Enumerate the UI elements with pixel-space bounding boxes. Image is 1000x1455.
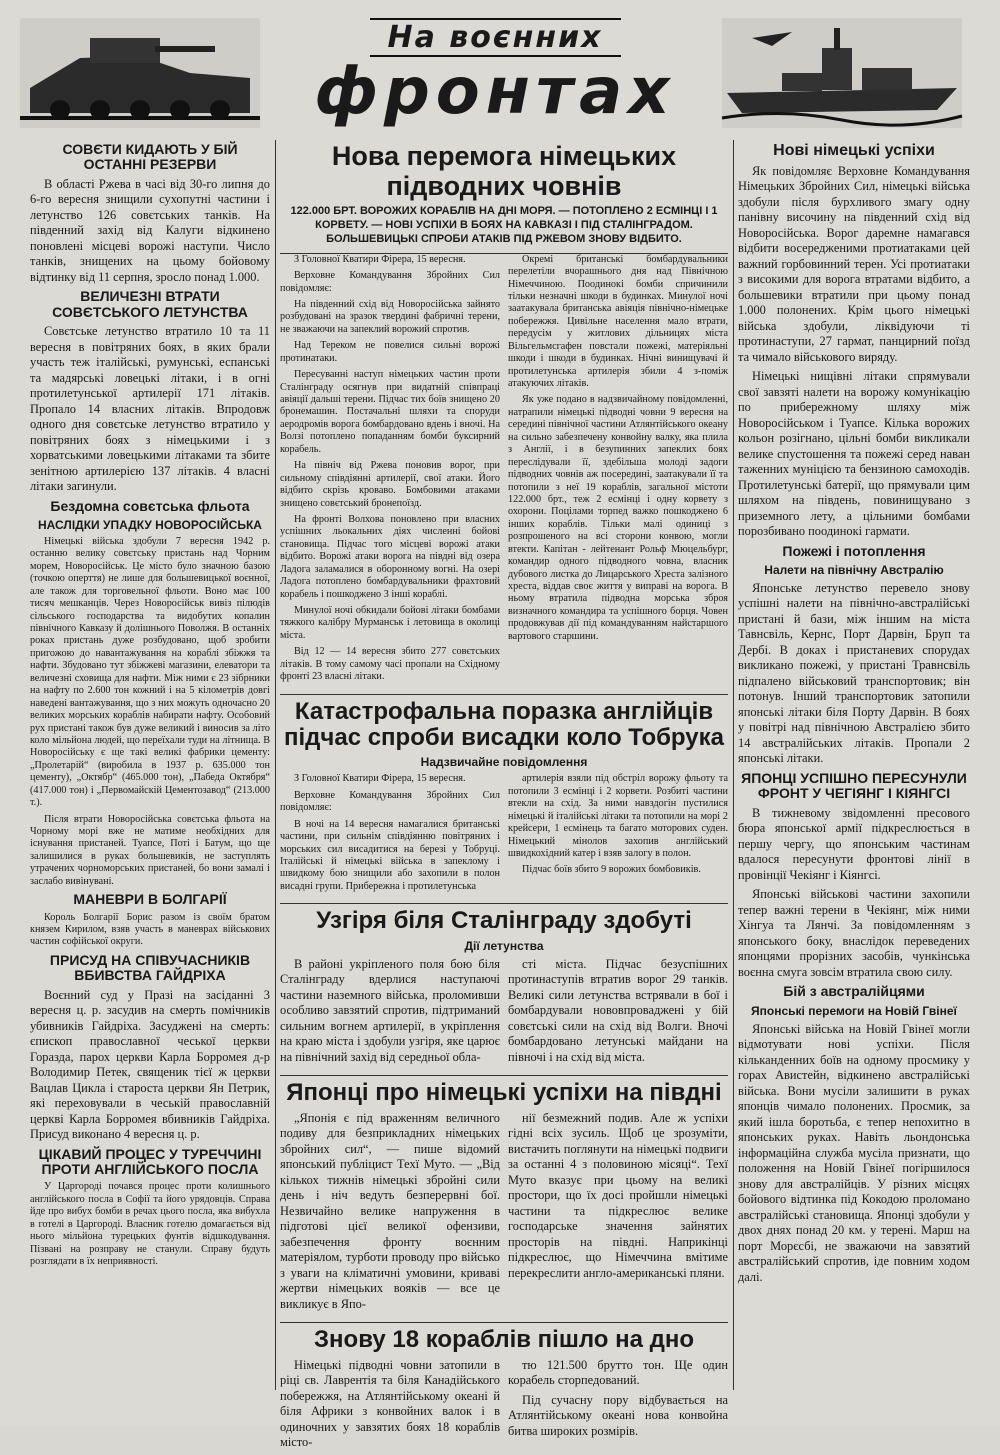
tobruk-headline: Катастрофальна поразка англійців підчас спроби висадки коло Тобрука — [284, 697, 724, 752]
article-text: На південний схід від Новоросійська зайнято розбудовані на зразок твердині фабричні терени, не зважаючи на запеклий ворожий спротив. — [280, 298, 500, 335]
article-text: З Головної Кватири Фірера, 15 вересня. — [294, 773, 466, 785]
stalingrad-subtitle: Дії летунства — [464, 938, 544, 953]
column-rule — [733, 140, 734, 1390]
masthead-line2: фронтах — [314, 55, 676, 129]
article-title: Бій з австралійцями — [783, 983, 925, 1000]
article-text: Японське летунство перевело знову успішні налети на північно-австралійські пристані й бази, між іншим на міста Тавнсвіль, Кернс, Порт Дарвін, Бруп та Дербі. В доках і пристаневих спорудах викликано пожежі, у пристані Травнсвіль підпалено військовий транспортовик; він потонув. Інший транспортовик затопили японські літаки біля Порту Дарвін. В боях у повітрі над північною Австралією збито 14 австралійських літаків. Пропали 2 японські літаки. — [738, 580, 970, 766]
article-title: СОВЄТИ КИДАЮТЬ У БІЙ ОСТАННІ РЕЗЕРВИ — [62, 141, 238, 173]
article-text: Над Тереком не повелися сильні ворожі протинатаки. — [280, 340, 500, 364]
column-rule — [275, 140, 276, 1390]
article-text: Під сучасну пору відбувається на Атлянтійському океані нова конвойна битва широких розмірів. — [508, 1392, 728, 1438]
masthead — [0, 0, 1000, 130]
article-text: На північ від Ржева поновив ворог, при сильному співдіянні артилерії, свої атаки. Його відбито скрізь кроваво. Бомбовими атаками знищено совєтський бронепоїзд. — [280, 460, 500, 509]
article-text: Король Болгарії Борис разом із своїм братом князем Кирилом, взяв участь в маневрах військових частин софійської округи. — [30, 911, 270, 948]
masthead-title — [260, 10, 730, 128]
article-text: Німецькі підводні човни затопили в ріці св. Лаврентія та біля Канадійського побережжя, на Атлянтійському океані й біля Африки з конвойних валок і в одиночних у завзятих боях 18 кораблів місто- — [280, 1357, 500, 1450]
article-subtitle: НАСЛІДКИ УПАДКУ НОВОРОСІЙСЬКА — [38, 517, 262, 532]
japan-headline: Японці про німецькі успіхи на півдні — [286, 1079, 722, 1107]
right-column — [738, 138, 970, 1398]
tobruk-subtitle: Надзвичайне повідомлення — [420, 755, 588, 770]
article-text: Окремі британські бомбардувальники перелетіли вчорашнього дня над Північною Німеччиною. Поодинокі бомби спричинили тільки незначні шкоди в будинках. Минулої ночі заатакувала британська авіяція північно-німецьке побережжя. Цивільне населення мало втрати, передусім у житлових дільницях міста Вільгельмсгафен повстали пожежі, матеріяльні шкоди і шкоди в будинках. Нічні винищувачі й протилетунська артилерія збили 4 з-поміж атакуючих літаків. — [508, 253, 728, 389]
masthead-line1: На воєнних — [370, 18, 621, 57]
article-text: Підчас боїв збито 9 ворожих бомбовиків. — [522, 864, 701, 876]
article-text: Верховне Командування Збройних Сил повідомляє: — [280, 270, 500, 294]
main-article — [280, 253, 728, 688]
main-lead: 122.000 БРТ. ВОРОЖИХ КОРАБЛІВ НА ДНІ МОРЯ. — ПОТОПЛЕНО 2 ЕСМІНЦІ І 1 КОРВЕТУ. — НОВІ УСПІХИ В БОЯХ НА КАВКАЗІ І ПІД СТАЛІНГРАДОМ. БОЛЬШЕВИЦЬКІ СПРОБИ АТАКІВ ПІД РЖЕВОМ ЗНОВУ ВІДБИТО. — [290, 205, 718, 245]
article-text: З Головної Кватири Фірера, 15 вересня. — [294, 253, 466, 265]
article-text: У Царгороді почався процес проти колишнього англійського посла в Софії та його урядовців. Справа йде про вибух бомби в речах цього посла, яка вибухла в готелі в Царгороді. Власник готелю домагається від нього мільйона турецьких фунтів відшкодування. Пізвані на розправу не станули. Справу будуть розглядати в їх неприявності. — [30, 1181, 270, 1268]
article-text: Минулої ночі обкидали бойові літаки бомбами тяжкого калібру Мурманськ і летовища в околиці міста. — [280, 605, 500, 641]
article-text: В районі укріпленого поля бою біля Сталінграду вдерлися наступаючі частини наземного війська, проломивши особливо завзятий спротив, підтриманий сильним вогнем артилерії, в укріплення на краю міста і здобули узгіря, яке царює на північний захід від середньої обла- — [280, 956, 500, 1064]
tanks-illustration — [20, 18, 260, 128]
article-text: Як повідомляє Верховне Командування Німецьких Збройних Сил, німецькі війська здобули після бурхливого змагу одну панівну височину на південний схід від Новоросійська. Ворог даремне намагався відбити восередженими протиатаками цей важний горбовинний терен. Усі протиатаки з високими для ворога втратами відбито, а большевики втратили при цьому понад 1.000 полонених. Крім цього німецькі війська здобули, ліквідуючи ті протинаступи, 27 гармат, панцирний поїзд та чимало військового виряду. — [738, 163, 970, 364]
article-text: Воєнний суд у Празі на засіданні 3 вересня ц. р. засудив на смерть помічників убивників Гайдріха. Засуджені на смерть: єпископ православної чеської церкви Горазда, парох церкви Карла Борромея д-р Володимир Петек, священик тієї ж церкви Вацлав Цикла і староста церкви Ян Петрик, які переховували в чеській православній церкві Карла Борромея вбивників Гайдріха. Присуд виконано 4 вересня ц. р. — [30, 987, 270, 1142]
ships-article — [280, 1358, 728, 1455]
article-title: Пожежі і потоплення — [782, 542, 926, 559]
article-text: В області Ржева в часі від 30-го липня до 6-го вересня знищили сухопутні частини і летунство 126 совєтських танків. На південний захід від Калуги відкинено поновлені місцеві ворожі наступи. Число танків, знищених на цьому бойовому відтинку від 11 серпня, зросло понад 1.000. — [30, 176, 270, 284]
article-text: тю 121.500 брутто тон. Ще один корабель сторпедований. — [508, 1357, 728, 1388]
article-text: На фронті Волхова поновлено при власних успішних льокальних діях численні бойові становища. Підчас того місцеві ворожі атаки відбито. Ворожі атаки ворога на півдні від озера Ладога заламалися в оборонному вогні. На озері Ладога потоплено бомбардувальники фрахтовий корабель і пошкоджено 3 інші кораблі. — [280, 513, 500, 600]
stalingrad-article — [280, 957, 728, 1070]
article-text: Верховне Командування Збройних Сил повідомляє: — [280, 789, 500, 814]
article-text: Німецькі нищівні літаки спрямували свої завзяті налети на ворожу комунікацію по прибережному шляху між Новоросійськом і Туапсе. Кілька ворожих кольон розігнано, цільні бомби викликали велике спустошення та пожежі серед наван таженних муніцією та бензиною самоходів. Протилетунські батерії, що прямували цим шляхом на південь, повинищувано з приземного лету, а цільними бомбами порозбивано поодинокі гармати. — [738, 369, 970, 539]
article-text: В тижневому звідомленні пресового бюра японської армії підкреслюється в першу чергу, що японським частинам вдалося пересунути фронтові лінії в провінції Чекіянг і Кіянгсі. — [738, 805, 970, 882]
article-text: Як уже подано в надзвичайному повідомленні, натрапили німецькі підводні човни 9 вересня на середині північної частини Атлянтійського океану на сильно забезпечену конвойну валку, яка плила з Англії, і в безупинних запеклих боях переслідували її, здебільша молоді задоги підводних човнів аж посередині, заатакували її та потопили з неї 19 кораблів, загальної містоти 122.000 брт., теж 2 есмінці і одну корвету з охорони. Поцілами торпед важко пошкоджено 6 інших кораблів. Тільки малі одиниці з розпрошеного на всі сторони конвою, могли втекти. Капітан - лейтенант Рольф Мюцельбург, командир одного підводного човна, власник дубового листка до Лицарського Хреста залізного хреста, віддав своє життя у виправі на ворога. В ньому втратила підводна морська зброя визначного командира та успішного борця. Човен продовжував дії під командуванням найстаршого вартового старшини. — [508, 394, 728, 642]
warship-illustration — [722, 18, 962, 128]
article-text: Після втрати Новоросійська совєтська фльота на Чорному морі вже не матиме необхідних для існування пристаней. Туапсе, Поті і Батум, що ще залишилися в руках большевиків, не заступлять утрачених чорноморських пристаней, бо вони замалі і заслабо вивінувані. — [30, 813, 270, 887]
article-title: Нові німецькі успіхи — [773, 142, 935, 159]
article-title: ЦІКАВИЙ ПРОЦЕС У ТУРЕЧЧИНІ ПРОТИ АНГЛІЙСЬКОГО ПОСЛА — [38, 1145, 262, 1178]
article-title: ПРИСУД НА СПІВУЧАСНИКІВ ВБИВСТВА ГАЙДРІХА — [49, 951, 251, 984]
middle-column — [280, 138, 728, 1450]
article-text: В ночі на 14 вересня намагалися британські частини, при сильнім співдіянню повітряних і морських сил висадитися на березі у Тобруці. Італійські й німецькі війська в запеклому і швидкому бою знищили або захопили в полон висадні групи. Прибережна і протилетунська — [280, 818, 500, 892]
main-headline: Нова перемога німецьких підводних човнів — [331, 141, 677, 201]
article-text: „Японія є під враженням величного подиву для безприкладних німецьких збройних сил“, — пише відомий японський публіцист Техї Муто. — „Від кількох тижнів німецькі збройні сили день і ніч ведуть безперервні бої. Незвичайно велике напруження в підготові цієї великої офензиви, забезпечення фронту воєнним матеріялом, турботи проводу про військо з уваги на кліматичні умовини, криваві жертви німецьких вояків — все це викликує в Япо- — [280, 1110, 500, 1311]
article-subtitle: Налети на північну Австралію — [764, 562, 944, 577]
article-title: МАНЕВРИ В БОЛГАРІЇ — [73, 891, 227, 908]
stalingrad-headline: Узгіря біля Сталінграду здобуті — [316, 907, 692, 935]
japan-article — [280, 1111, 728, 1317]
article-title: ВЕЛИЧЕЗНІ ВТРАТИ СОВЄТСЬКОГО ЛЕТУНСТВА — [52, 288, 248, 320]
article-text: Японські війська на Новій Гвінеї могли відмотувати нові успіхи. Після кільканденних боїв на одному просмику у горах Авистейн, відкинено австралійські війська. Вони мусіли залишити в руках японців чимало полонених. Просмик, за який ішла боротьба, є тепер непохитно в японських руках. Навіть льондонська інформаційна служба мусіла признати, що положення на Новій Гвінеї погіршилося знову для австралійців. У різних місцях бойового відтинка під Кокодою проломано австралійські становища. Японці здобули у двох днях понад 20 км. у терені. Марш на порт Морєсбі, не зважаючи на завзятий австралійський спротив, іде повним ходом далі. — [738, 1021, 970, 1284]
article-title: Бездомна совєтська фльота — [50, 497, 250, 514]
left-column — [30, 138, 270, 1398]
article-text: Совєтське летунство втратило 10 та 11 вересня в повітряних боях, в яких брали участь теж італійські, румунські, еспанські та мадярські ловецькі літаки, і в огні протилетунської артилерії 171 літаків. Пропало 14 власних літаків. Впродовж одного дня совєтське летунство втратило у повітряних боях з німецькими і з хорватськими ловецькими літаками та збите зенітною артилерією 137 літаків. 4 власні літаки загинули. — [30, 324, 270, 494]
article-text: артилерія взяли під обстріл ворожу фльоту та потопили 3 есмінці і 2 корвети. Розбиті частини втекли на схід. За ними навздогін пустилися німецькі й італійські літаки та потопили на морі 2 крейсери, 1 есмінець та багато моторових суден. Німецький мінолов захопив англійський швидкохідний катер і взяв залогу в полон. — [508, 773, 728, 860]
article-title: ЯПОНЦІ УСПІШНО ПЕРЕСУНУЛИ ФРОНТ У ЧЕГІЯНГ І КІЯНГСІ — [741, 769, 967, 802]
article-text: Японські військові частини захопили тепер важні терени в Чекіянг, між ними Хінгуа та Лянчі. За повідомленням з японського боку, внаслідок переведених японцями прорізних засобів, чункінська воєнна смуга зовсім втратила свою силу. — [738, 887, 970, 979]
article-text: нії безмежний подив. Але ж успіхи гідні всіх зусиль. Щоб це зрозуміти, вистачить поглянути на німецькі подвиги за останні 4 з половиною місяці“. Техї Муто вказує при цьому на великі простори, що їх досі пройшли німецькі частини та підкреслює велике господарське значення зайнятих просторів на півдні. Наприкінці підкреслює, що Німеччина вмітиме перекреслити англо-американські пляни. — [508, 1110, 728, 1280]
article-subtitle: Японські перемоги на Новій Гвінеї — [751, 1003, 957, 1018]
tobruk-article — [280, 773, 728, 897]
article-text: сті міста. Підчас безуспішних протинаступів втратив ворог 29 танків. Великі сили летунства встрявали в бої і бомбардували нововпроваджені у бій совєтські сили на схід від Волги. Вночі бомбардовано летунські майдани на півночі і на схід від міста. — [508, 956, 728, 1064]
article-text: Пересуванні наступ німецьких частин проти Сталінграду осягнув при видатній співпраці авіяції дальші терени. Підчас тих боїв знищено 20 бронемашин. Постачальні шляхи та споруди аеродромів ворога бомбардовано вдень і вночі. На Волзі потоплено попаданням бомби буксирний корабель. — [280, 369, 500, 455]
article-text: Німецькі війська здобули 7 вересня 1942 р. останню велику совєтську пристань над Чорним морем, Новоросійськ. Це місто було значною базою (точкою оперття) не лише для большевицької воєнної, але також для торговельної фльоти. Воно має 100 тисяч мешканців. Через Новоросійськ вивіз пілюдів сільського господарства та видобутих копалин північного Кавказу й долішнього Поволжя. В останніх роках пристань дуже розбудовано, щоб зробити пригожою до навантажування на кораблі збіжжя та нафти. Збудовано тут збіжжеві магазини, елеватори та величезні сховища для нафти. Між ними є 23 зібрники на нафту по 2.600 тон кожний і на 5 кілометрів довгі наведені вантажування, що з них можуть одночасно 20 великих морських кораблів набирати нафту. Особовий рух пристані також був дуже великий і виносив за літо коло мільйона людей, що переїхали туди на літнища. В Новоросійську є ще такі великі фабрики цементу: „Пролетарій“ (виробила в 1937 р. 635.000 тон цементу), „Октябр“ (465.000 тон), „Пабеда Октября“ (417.000 тон) і „Первомайскій Цементозавод“ (213.000 т.). — [30, 535, 270, 809]
ships-headline: Знову 18 кораблів пішло на дно — [314, 1326, 694, 1354]
article-text: Від 12 — 14 вересня збито 277 совєтських літаків. В тому самому часі пропали на Східному фронті 23 власні літаки. — [280, 646, 500, 683]
